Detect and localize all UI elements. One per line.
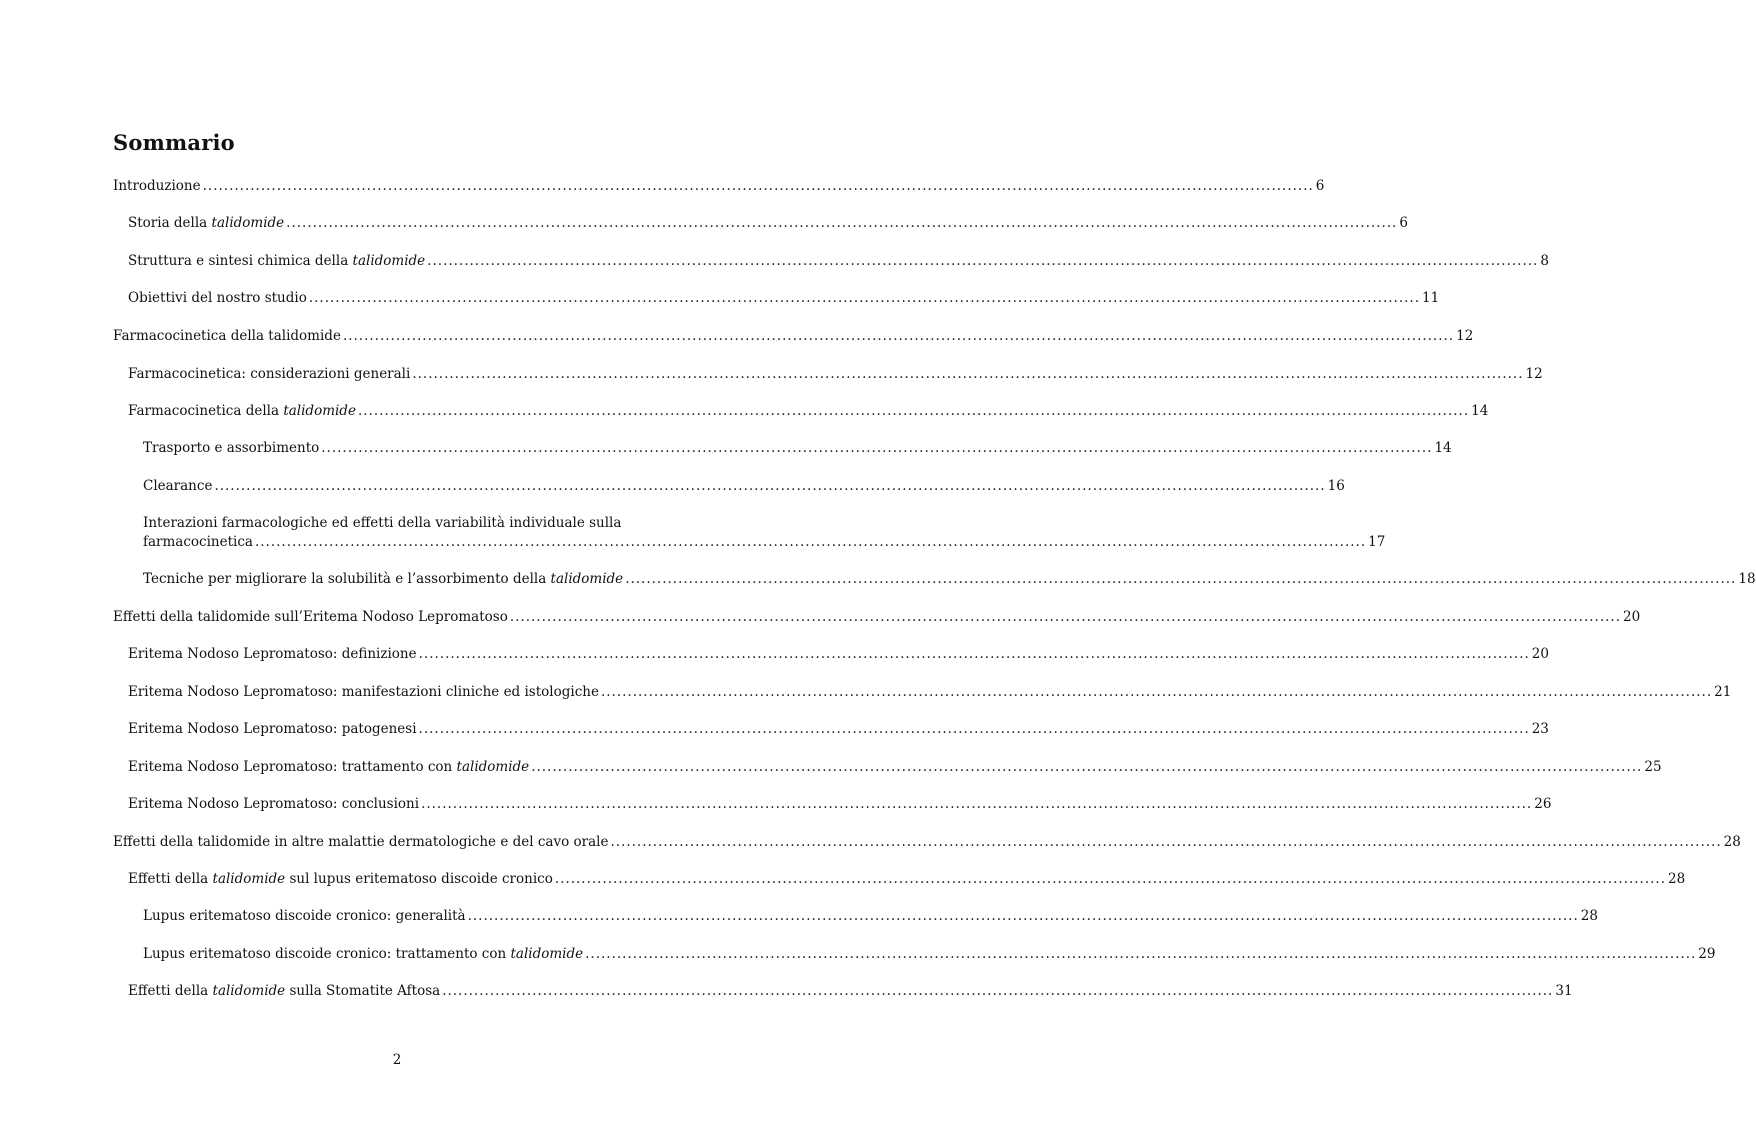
toc-entry[interactable]: [128, 645, 1549, 664]
toc-entry[interactable]: [143, 907, 1598, 926]
toc-entry-title: Tecniche per migliorare la solubilità e l’assorbimento della talidomide: [143, 571, 624, 587]
toc-entry[interactable]: [128, 402, 1489, 421]
toc-page-number: 14: [1471, 403, 1489, 419]
toc-entry[interactable]: [113, 327, 1474, 346]
page-number: 2: [392, 1052, 402, 1068]
toc-page-number: 28: [1723, 834, 1741, 850]
toc-page-number: 25: [1644, 759, 1662, 775]
toc-entry[interactable]: [128, 214, 1408, 233]
dot-leader: ..................................................................................................................................................................................................................: [321, 440, 1433, 456]
dot-leader: ..................................................................................................................................................................................................................: [585, 946, 1697, 962]
toc-page-number: 18: [1738, 571, 1756, 587]
toc-entry-title: Farmacocinetica della talidomide: [113, 328, 341, 344]
toc-page-number: 16: [1327, 478, 1345, 494]
dot-leader: ..................................................................................................................................................................................................................: [610, 834, 1722, 850]
toc-page-number: 6: [1315, 178, 1325, 194]
toc-entry[interactable]: [143, 477, 1345, 496]
toc-entry-title: Effetti della talidomide sulla Stomatite Aftosa: [128, 983, 441, 999]
toc-page-number: 8: [1540, 253, 1549, 269]
dot-leader: ..................................................................................................................................................................................................................: [357, 403, 1470, 419]
dot-leader: ..................................................................................................................................................................................................................: [467, 908, 1579, 924]
dot-leader: ..................................................................................................................................................................................................................: [625, 571, 1737, 587]
dot-leader: ..................................................................................................................................................................................................................: [418, 721, 1530, 737]
toc-entry-title: farmacocinetica: [143, 534, 253, 550]
toc-entry[interactable]: [128, 252, 1549, 271]
toc-entry-title: Effetti della talidomide in altre malattie dermatologiche e del cavo orale: [113, 834, 609, 850]
toc-entry-title: Effetti della talidomide sul lupus eritematoso discoide cronico: [128, 871, 553, 887]
dot-leader: ..................................................................................................................................................................................................................: [214, 478, 1326, 494]
dot-leader: ..................................................................................................................................................................................................................: [600, 684, 1713, 700]
toc-entry[interactable]: [113, 608, 1641, 627]
toc-entry-title: Trasporto e assorbimento: [143, 440, 320, 456]
toc-entry[interactable]: [128, 683, 1732, 702]
toc-entry-title: Obiettivi del nostro studio: [128, 290, 307, 306]
toc-entry-title: Eritema Nodoso Lepromatoso: conclusioni: [128, 796, 420, 812]
toc-page-number: 21: [1714, 684, 1732, 700]
toc-entry-title: Lupus eritematoso discoide cronico: generalità: [143, 908, 466, 924]
toc-entry-title: Farmacocinetica della talidomide: [128, 403, 356, 419]
toc-entry-title: Effetti della talidomide sull’Eritema Nodoso Lepromatoso: [113, 609, 508, 625]
dot-leader: ..................................................................................................................................................................................................................: [418, 646, 1530, 662]
dot-leader: ..................................................................................................................................................................................................................: [421, 796, 1533, 812]
dot-leader: ..................................................................................................................................................................................................................: [412, 366, 1524, 382]
toc-page-number: 11: [1422, 290, 1440, 306]
toc-page-number: 12: [1525, 366, 1543, 382]
toc-entry-title: Clearance: [143, 478, 213, 494]
toc-entry-title: Eritema Nodoso Lepromatoso: definizione: [128, 646, 417, 662]
toc-page-number: 29: [1698, 946, 1716, 962]
toc-entry-title: Lupus eritematoso discoide cronico: trattamento con talidomide: [143, 946, 584, 962]
toc-entry[interactable]: [128, 870, 1686, 889]
dot-leader: ..................................................................................................................................................................................................................: [286, 215, 1398, 231]
dot-leader: ..................................................................................................................................................................................................................: [308, 290, 1421, 306]
toc-entry[interactable]: [143, 570, 1756, 589]
dot-leader: ..................................................................................................................................................................................................................: [554, 871, 1667, 887]
toc-entry[interactable]: [128, 365, 1543, 384]
toc-page-number: 6: [1399, 215, 1408, 231]
toc-entry[interactable]: [113, 177, 1325, 196]
toc-entry-title: Introduzione: [113, 178, 201, 194]
toc-entry[interactable]: [128, 758, 1662, 777]
toc-page-number: 26: [1534, 796, 1552, 812]
toc-entry[interactable]: [113, 833, 1741, 852]
toc-page-number: 20: [1623, 609, 1641, 625]
toc-page-number: 20: [1531, 646, 1549, 662]
toc-entry-title: Eritema Nodoso Lepromatoso: trattamento con talidomide: [128, 759, 530, 775]
toc-page-number: 28: [1668, 871, 1686, 887]
dot-leader: ..................................................................................................................................................................................................................: [427, 253, 1539, 269]
toc-entry-title: Struttura e sintesi chimica della talidomide: [128, 253, 426, 269]
toc-page-number: 17: [1368, 534, 1386, 550]
dot-leader: ..................................................................................................................................................................................................................: [531, 759, 1643, 775]
toc-entry-title: Eritema Nodoso Lepromatoso: patogenesi: [128, 721, 417, 737]
dot-leader: ..................................................................................................................................................................................................................: [509, 609, 1622, 625]
toc-entry[interactable]: [143, 439, 1452, 458]
toc-page-number: 23: [1531, 721, 1549, 737]
toc-entry-title: Eritema Nodoso Lepromatoso: manifestazioni cliniche ed istologiche: [128, 684, 599, 700]
toc-page-number: 14: [1434, 440, 1452, 456]
toc-entry[interactable]: [128, 289, 1440, 308]
toc-entry[interactable]: [128, 720, 1549, 739]
dot-leader: ..................................................................................................................................................................................................................: [342, 328, 1455, 344]
toc-page-number: 28: [1580, 908, 1598, 924]
toc-entry-title: Storia della talidomide: [128, 215, 285, 231]
toc-entry[interactable]: [143, 945, 1716, 964]
toc-entry-title: Farmacocinetica: considerazioni generali: [128, 366, 411, 382]
dot-leader: ..................................................................................................................................................................................................................: [202, 178, 1314, 194]
toc-page-number: 12: [1456, 328, 1474, 344]
toc-entry[interactable]: [128, 982, 1573, 1001]
dot-leader: ..................................................................................................................................................................................................................: [442, 983, 1554, 999]
dot-leader: ..................................................................................................................................................................................................................: [254, 534, 1367, 550]
toc-page-number: 31: [1555, 983, 1573, 999]
toc-entry[interactable]: [128, 795, 1552, 814]
page-title: Sommario: [113, 130, 235, 155]
toc-entry[interactable]: [143, 514, 1386, 552]
toc-entry-title-first-line: Interazioni farmacologiche ed effetti della variabilità individuale sulla: [143, 515, 622, 531]
